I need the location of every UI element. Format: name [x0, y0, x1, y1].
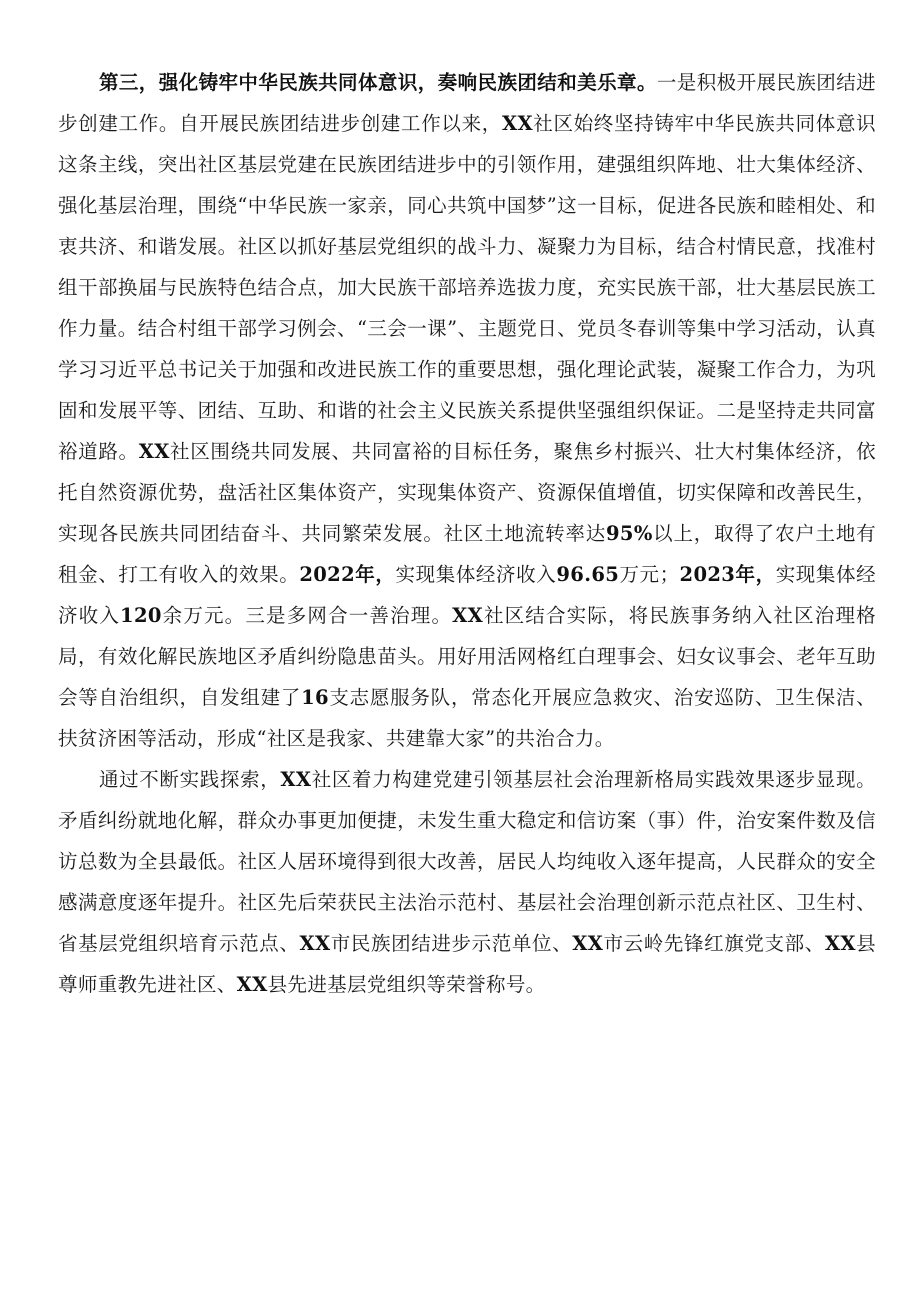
text-segment: 实现集体经济收入: [58, 563, 876, 627]
income-2023: 120: [120, 604, 162, 627]
text-segment: 万元；: [619, 563, 680, 586]
text-segment: 一是积极开展民族团结进步创建工作。自开展民族团结进步创建工作以来，: [58, 71, 876, 135]
placeholder-xx: XX: [572, 932, 604, 955]
text-segment: 支志愿服务队，常态化开展应急救灾、治安巡防、卫生保洁、扶贫济困等活动，形成“社区是我家、共建靠大家”的共治合力。: [58, 686, 876, 750]
volunteer-team-count: 16: [301, 686, 329, 709]
placeholder-xx: XX: [452, 604, 484, 627]
year-2023: 2023年，: [679, 563, 776, 586]
text-segment: 县尊师重教先进社区、: [58, 932, 877, 996]
placeholder-xx: XX: [299, 932, 331, 955]
text-segment: 社区始终坚持铸牢中华民族共同体意识这条主线，突出社区基层党建在民族团结进步中的引领作用，建强组织阵地、壮大集体经济、强化基层治理，围绕“中华民族一家亲，同心共筑中国梦”这一目标，促进各民族和睦相处、和衷共济、和谐发展。社区以抓好基层党组织的战斗力、凝聚力为目标，结合村情民意，找准村组干部换届与民族特色结合点，加大民族干部培养选拔力度，充实民族干部，壮大基层民族工作力量。结合村组干部学习例会、“三会一课”、主题党日、党员冬春训等集中学习活动，认真学习习近平总书记关于加强和改进民族工作的重要思想，强化理论武装，凝聚工作合力，为巩固和发展平等、团结、互助、和谐的社会主义民族关系提供坚强组织保证。二是坚持走共同富裕道路。: [58, 112, 876, 463]
text-segment: 市民族团结进步示范单位、: [330, 932, 573, 955]
text-segment: 社区围绕共同发展、共同富裕的目标任务，聚焦乡村振兴、壮大村集体经济，依托自然资源优势，盘活社区集体资产，实现集体资产、资源保值增值，切实保障和改善民生，实现各民族共同团结奋斗、共同繁荣发展。社区土地流转率达: [58, 440, 876, 545]
placeholder-xx: XX: [280, 768, 312, 791]
paragraph-2: [58, 759, 876, 1005]
paragraph-1: [58, 62, 876, 759]
text-segment: 社区着力构建党建引领基层社会治理新格局实践效果逐步显现。矛盾纠纷就地化解，群众办事更加便捷，未发生重大稳定和信访案（事）件，治安案件数及信访总数为全县最低。社区人居环境得到很大改善，居民人均纯收入逐年提高，人民群众的安全感满意度逐年提升。社区先后荣获民主法治示范村、基层社会治理创新示范点社区、卫生村、省基层党组织培育示范点、: [58, 768, 876, 955]
land-transfer-rate: 95%: [606, 522, 653, 545]
income-2022: 96.65: [556, 563, 620, 586]
year-2022: 2022年，: [299, 563, 396, 586]
document-body: [58, 62, 876, 1005]
text-segment: 县先进基层党组织等荣誉称号。: [267, 973, 546, 996]
text-segment: 社区结合实际，将民族事务纳入社区治理格局，有效化解民族地区矛盾纠纷隐患苗头。用好用活网格红白理事会、妇女议事会、老年互助会等自治组织，自发组建了: [58, 604, 876, 709]
placeholder-xx: XX: [501, 112, 533, 135]
text-segment: 以上，取得了农户土地有租金、打工有收入的效果。: [58, 522, 876, 586]
text-segment: 实现集体经济收入: [395, 563, 557, 586]
section-heading: 第三，强化铸牢中华民族共同体意识，奏响民族团结和美乐章。: [98, 71, 657, 94]
placeholder-xx: XX: [824, 932, 856, 955]
text-segment: 通过不断实践探索，: [98, 768, 281, 791]
placeholder-xx: XX: [236, 973, 268, 996]
placeholder-xx: XX: [138, 440, 170, 463]
text-segment: 余万元。三是多网合一善治理。: [161, 604, 453, 627]
text-segment: 市云岭先锋红旗党支部、: [603, 932, 825, 955]
